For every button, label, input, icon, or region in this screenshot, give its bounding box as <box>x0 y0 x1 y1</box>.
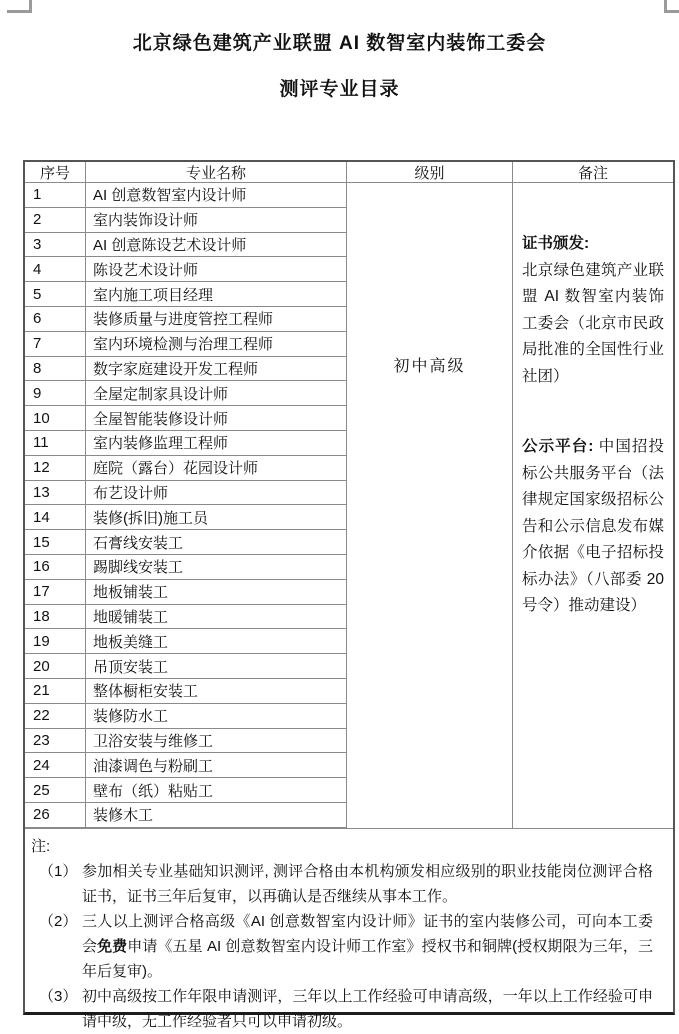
remark-cert-block <box>522 231 664 390</box>
row-profession-name: 油漆调色与粉刷工 <box>86 753 347 778</box>
crop-mark-top-left-horizontal <box>7 10 32 13</box>
remark-cert-label: 证书颁发: <box>522 235 590 252</box>
row-no: 16 <box>25 555 86 580</box>
row-no: 18 <box>25 605 86 630</box>
note-item-3 <box>31 984 667 1034</box>
row-no: 15 <box>25 530 86 555</box>
row-profession-name: 整体橱柜安装工 <box>86 679 347 704</box>
level-value: 初中高级 <box>393 358 466 375</box>
remark-platform-label: 公示平台: <box>522 438 594 455</box>
row-no: 23 <box>25 729 86 754</box>
row-no: 14 <box>25 505 86 530</box>
column-header-no: 序号 <box>25 162 86 183</box>
row-no: 22 <box>25 704 86 729</box>
page-subtitle: 测评专业目录 <box>279 79 400 100</box>
row-no: 11 <box>25 431 86 456</box>
row-profession-name: 装修质量与进度管控工程师 <box>86 307 347 332</box>
row-profession-name: 数字家庭建设开发工程师 <box>86 357 347 382</box>
note-item-number: （3） <box>39 987 78 1005</box>
notes-label: 注: <box>31 837 51 855</box>
row-profession-name: 庭院（露台）花园设计师 <box>86 456 347 481</box>
row-profession-name: 装修(拆旧)施工员 <box>86 505 347 530</box>
row-profession-name: 室内施工项目经理 <box>86 282 347 307</box>
row-no: 19 <box>25 629 86 654</box>
row-no: 7 <box>25 332 86 357</box>
row-no: 10 <box>25 406 86 431</box>
row-profession-name: AI 创意陈设艺术设计师 <box>86 233 347 258</box>
row-profession-name: 地板美缝工 <box>86 629 347 654</box>
note-item-text: 参加相关专业基础知识测评, 测评合格由本机构颁发相应级别的职业技能岗位测评合格证书，证书三年后复审，以再确认是否继续从事本工作。 <box>82 862 653 905</box>
remark-platform-block <box>522 434 664 620</box>
row-profession-name: 地暖铺装工 <box>86 605 347 630</box>
row-no: 12 <box>25 456 86 481</box>
row-no: 1 <box>25 183 86 208</box>
row-profession-name: 室内环境检测与治理工程师 <box>86 332 347 357</box>
row-no: 25 <box>25 778 86 803</box>
notes-section <box>25 828 673 1030</box>
row-profession-name: 装修木工 <box>86 803 347 828</box>
level-merged-cell <box>347 183 513 828</box>
row-profession-name: 陈设艺术设计师 <box>86 257 347 282</box>
row-profession-name: 踢脚线安装工 <box>86 555 347 580</box>
row-no: 9 <box>25 381 86 406</box>
row-no: 6 <box>25 307 86 332</box>
row-no: 4 <box>25 257 86 282</box>
catalog-table-grid <box>25 162 673 828</box>
note-item-number: （2） <box>39 912 78 930</box>
row-profession-name: 布艺设计师 <box>86 481 347 506</box>
row-no: 17 <box>25 580 86 605</box>
column-header-level: 级别 <box>347 162 513 183</box>
row-no: 13 <box>25 481 86 506</box>
remark-merged-cell <box>513 183 673 828</box>
note-item-1 <box>31 859 667 909</box>
note-item-2 <box>31 909 667 984</box>
row-profession-name: 装修防水工 <box>86 704 347 729</box>
row-profession-name: 室内装饰设计师 <box>86 208 347 233</box>
row-no: 2 <box>25 208 86 233</box>
catalog-table <box>23 160 675 1030</box>
row-profession-name: 地板铺装工 <box>86 580 347 605</box>
row-profession-name: 吊顶安装工 <box>86 654 347 679</box>
row-profession-name: 室内装修监理工程师 <box>86 431 347 456</box>
page-title: 北京绿色建筑产业联盟 AI 数智室内装饰工委会 <box>132 33 547 54</box>
column-header-remark: 备注 <box>513 162 673 183</box>
note-item-text: 初中高级按工作年限申请测评，三年以上工作经验可申请高级，一年以上工作经验可申请中级，无工作经验者只可以申请初级。 <box>82 987 653 1030</box>
crop-mark-top-right-horizontal <box>664 10 679 13</box>
row-profession-name: 壁布（纸）粘贴工 <box>86 778 347 803</box>
row-profession-name: AI 创意数智室内设计师 <box>86 183 347 208</box>
column-header-profession: 专业名称 <box>86 162 347 183</box>
row-profession-name: 卫浴安装与维修工 <box>86 729 347 754</box>
row-no: 21 <box>25 679 86 704</box>
row-no: 3 <box>25 233 86 258</box>
row-no: 5 <box>25 282 86 307</box>
row-no: 26 <box>25 803 86 828</box>
row-profession-name: 全屋定制家具设计师 <box>86 381 347 406</box>
row-no: 20 <box>25 654 86 679</box>
row-no: 24 <box>25 753 86 778</box>
note-item-number: （1） <box>39 862 78 880</box>
note-item-text: 三人以上测评合格高级《AI 创意数智室内设计师》证书的室内装修公司，可向本工委会免费申请《五星 AI 创意数智室内设计师工作室》授权书和铜牌(授权期限为三年，三年后复审)。 <box>82 912 653 980</box>
remark-cert-body: 北京绿色建筑产业联盟 AI 数智室内装饰工委会（北京市民政局批准的全国性行业社团） <box>522 261 664 385</box>
remark-platform-body: 中国招投标公共服务平台（法律规定国家级招标公告和公示信息发布媒介依据《电子招标投标办法》（八部委 20 号令）推动建设） <box>522 438 664 614</box>
row-profession-name: 全屋智能装修设计师 <box>86 406 347 431</box>
row-profession-name: 石膏线安装工 <box>86 530 347 555</box>
row-no: 8 <box>25 357 86 382</box>
